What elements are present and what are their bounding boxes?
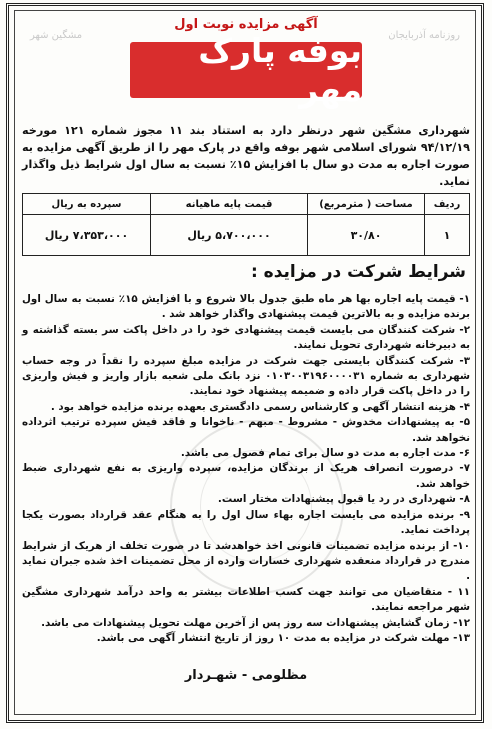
conditions-list xyxy=(22,292,470,646)
condition-item: ۱- قیمت پایه اجاره بها هر ماه طبق جدول بالا شروع و با افزایش ۱۵٪ نسبت به سال اول برنده مزایده و به بالاترین قیمت پیشنهادی واگذار خواهد شد . xyxy=(22,293,470,321)
table-header-cell: ردیف xyxy=(425,194,470,215)
conditions-title: شرایط شرکت در مزایده : xyxy=(250,262,466,282)
faint-text-left: مشگین شهر xyxy=(30,30,83,41)
condition-item: ۸- شهرداری در رد یا قبول پیشنهادات مختار است. xyxy=(217,493,470,506)
table-cell-row-number: ۱ xyxy=(425,215,470,256)
banner-title: بوفه پارک مهر xyxy=(130,42,362,98)
announcement-label: آگهی مزایده نوبت اول xyxy=(174,17,318,32)
condition-item: ۱۳- مهلت شرکت در مزایده به مدت ۱۰ روز از تاریخ انتشار آگهی می باشد. xyxy=(96,631,470,644)
table-cell-area: ۳۰/۸۰ xyxy=(308,215,425,256)
tender-table xyxy=(22,193,470,256)
table-header-cell: سپرده به ریال xyxy=(23,194,151,215)
faint-text-right: روزنامه آذربایجان xyxy=(388,30,460,41)
table-header-cell: قیمت پایه ماهیانه xyxy=(151,194,308,215)
intro-paragraph: شهرداری مشگین شهر درنظر دارد به استناد بند ۱۱ مجوز شماره ۱۲۱ مورخه ۹۴/۱۲/۱۹ شورای اسلامی شهر بوفه واقع در پارک مهر را از طریق آگهی مزایده به صورت اجاره به مدت دو سال با افزایش ۱۵٪ نسبت به سال اول شرایط ذیل واگذار نماید. xyxy=(22,124,470,188)
condition-item: ۱۰- از برنده مزایده تضمینات قانونی اخذ خواهدشد تا در صورت تخلف از هریک از شرایط مندرج در قرارداد منعقده شهرداری خسارات وارده از محل تضمینات اخذ شده جبران نماید . xyxy=(22,539,470,583)
condition-item: ۳- شرکت کنندگان بایستی جهت شرکت در مزایده مبلغ سپرده را نقداً در وجه حساب شهرداری به شماره ۰۱۰۳۰۰۳۱۹۶۰۰۰۰۳۱ نزد بانک ملی شعبه بازار واریز و فیش واریزی را در داخل پاکت قرار داده و ضمیمه پیشنهاد خود نمایند. xyxy=(22,354,471,398)
condition-item: ۱۱ - متقاضیان می توانند جهت کسب اطلاعات بیشتر به واحد درآمد شهرداری مشگین شهر مراجعه نمایند. xyxy=(22,585,470,614)
condition-item: ۲- شرکت کنندگان می بایست قیمت پیشنهادی خود را در داخل پاکت سر بسته گذاشته و به دبیرخانه شهرداری تحویل نمایند. xyxy=(22,323,470,352)
table-cell-base-price: ۵،۷۰۰،۰۰۰ ریال xyxy=(151,215,308,256)
condition-item: ۴- هزینه انتشار آگهی و کارشناس رسمی دادگستری بعهده برنده مزایده خواهد بود . xyxy=(50,400,470,413)
table-cell-deposit: ۷،۳۵۳،۰۰۰ ریال xyxy=(23,215,151,256)
condition-item: ۷- درصورت انصراف هریک از برندگان مزایده، سپرده واریزی به نفع شهرداری ضبط خواهد شد. xyxy=(22,462,470,490)
condition-item: ۵- به پیشنهادات مخدوش - مشروط - مبهم - ناخوانا و فاقد فیش سپرده ترتیب اثرداده نخواهد شد. xyxy=(22,416,470,444)
signature: مظلومی - شهـردار xyxy=(184,668,308,683)
table-row xyxy=(23,215,470,256)
condition-item: ۹- برنده مزایده می بایست اجاره بهاء سال اول را به هنگام عقد قرارداد بصورت یکجا پرداخت نماید. xyxy=(22,508,470,537)
table-header-row xyxy=(23,194,470,215)
condition-item: ۶- مدت اجاره به مدت دو سال برای تمام فصول می باشد. xyxy=(180,447,470,460)
table-header-cell: مساحت ( مترمربع) xyxy=(308,194,425,215)
condition-item: ۱۲- زمان گشایش پیشنهادات سه روز پس از آخرین مهلت تحویل پیشنهادات می باشد. xyxy=(41,616,470,629)
